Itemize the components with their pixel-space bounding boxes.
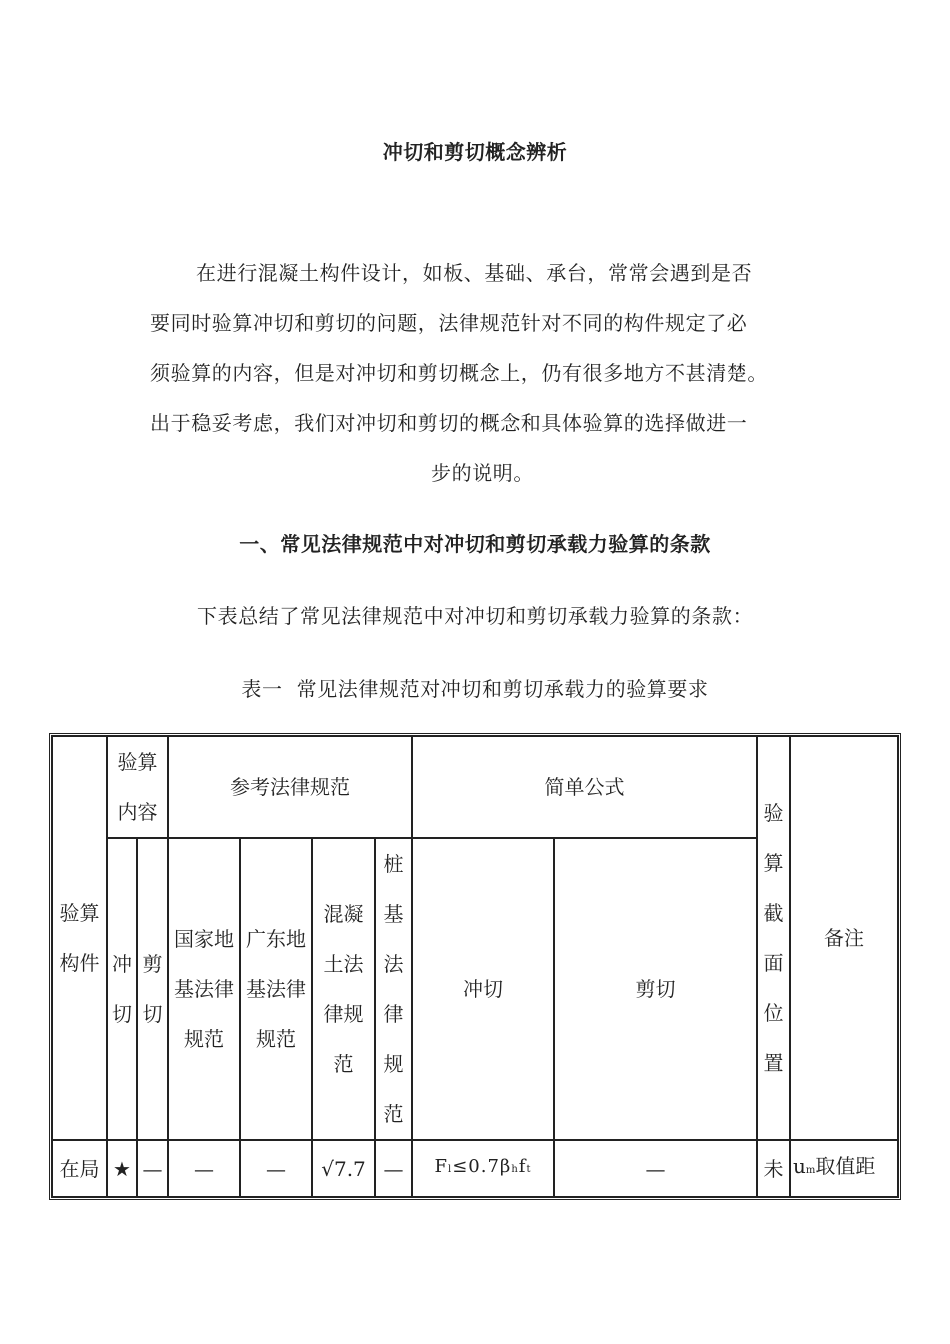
cell-code-concrete: √7.7 [312,1140,375,1197]
intro-paragraph [150,248,815,498]
table-caption-text: 常见法律规范对冲切和剪切承载力的验算要求 [296,677,709,701]
table-row [52,1140,898,1197]
header-code-pile: 桩 基 法 律 规 范 [375,838,412,1140]
cell-code-national: — [168,1140,240,1197]
header-shear: 剪 切 [137,838,168,1140]
section-heading: 一、常见法律规范中对冲切和剪切承载力验算的条款 [239,532,711,556]
cell-formula-shear: — [554,1140,757,1197]
header-formula-punch: 冲切 [412,838,554,1140]
cell-remark: um取值距 [790,1140,898,1197]
intro-line-3: 须验算的内容，但是对冲切和剪切概念上，仍有很多地方不甚清楚。 [150,361,768,385]
header-code-national: 国家地 基法律 规范 [168,838,240,1140]
table-caption [0,673,950,702]
header-section-position: 验 算 截 面 位 置 [757,736,790,1140]
header-remark: 备注 [790,736,898,1140]
table-caption-number: 表一 [241,677,283,701]
header-member: 验算 构件 [52,736,107,1140]
cell-shear: — [137,1140,168,1197]
header-content: 验算 内容 [107,736,168,838]
header-formula: 简单公式 [412,736,757,838]
intro-line-1: 在进行混凝土构件设计，如板、基础、承台，常常会遇到是否 [196,261,753,285]
intro-line-2: 要同时验算冲切和剪切的问题，法律规范针对不同的构件规定了必 [150,311,748,335]
code-requirements-table [49,733,901,1200]
cell-punch: ★ [107,1140,137,1197]
header-punch: 冲 切 [107,838,137,1140]
header-code-guangdong: 广东地 基法律 规范 [240,838,312,1140]
header-code-concrete: 混凝 土法 律规 范 [312,838,375,1140]
intro-line-5: 步的说明。 [431,461,534,485]
document-title: 冲切和剪切概念辨析 [382,140,568,164]
header-codes: 参考法律规范 [168,736,412,838]
cell-section-position: 未 [757,1140,790,1197]
section-intro: 下表总结了常见法律规范中对冲切和剪切承载力验算的条款： [197,604,754,628]
cell-member: 在局 [52,1140,107,1197]
cell-formula-punch: Fl≤0.7βhft [412,1140,554,1197]
cell-code-pile: — [375,1140,412,1197]
cell-code-guangdong: — [240,1140,312,1197]
intro-line-4: 出于稳妥考虑，我们对冲切和剪切的概念和具体验算的选择做进一 [150,411,748,435]
header-formula-shear: 剪切 [554,838,757,1140]
